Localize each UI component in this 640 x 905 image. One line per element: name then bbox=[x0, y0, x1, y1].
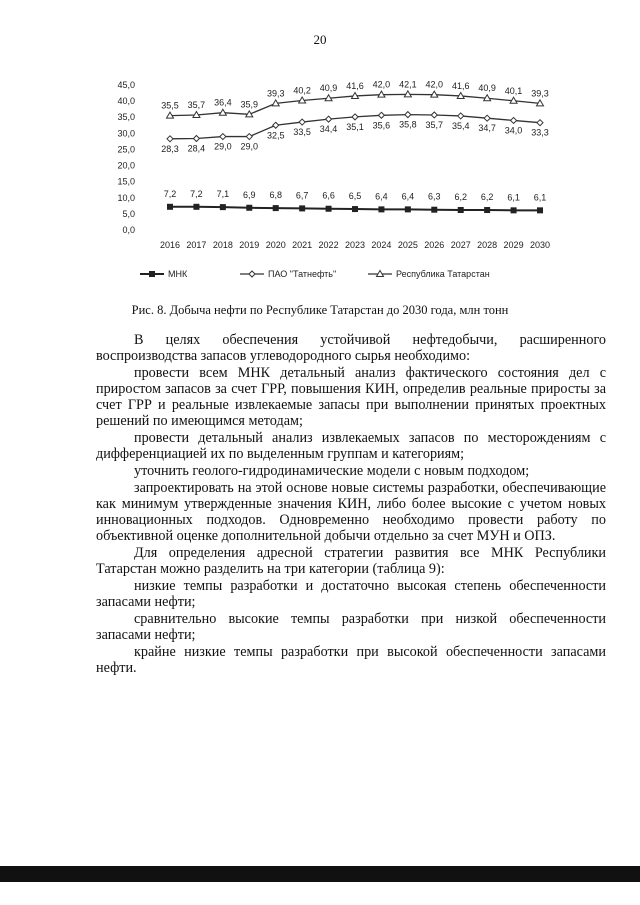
data-point bbox=[299, 205, 305, 211]
paragraph: провести всем МНК детальный анализ фактического состояния дел с приростом запасов за счет ГРР, повышения КИН, определив реальные приросты за счет ГРР и реальные извлекаемые запасы при выполнении принятых проектных решений по имеющимся методам; bbox=[96, 365, 606, 429]
paragraph: запроектировать на этой основе новые системы разработки, обеспечивающие как минимум утвержденные значения КИН, либо более высокие с учетом новых инновационных подходов. Одновременно необходимо провести работу по объективной оценке дополнительной добычи отдельно за счет МУН и ОПЗ. bbox=[96, 480, 606, 544]
x-tick-label: 2029 bbox=[503, 240, 524, 250]
legend-label: ПАО "Татнефть" bbox=[268, 269, 337, 279]
scan-edge-bar bbox=[0, 866, 640, 882]
x-tick-label: 2017 bbox=[186, 240, 207, 250]
page-number: 20 bbox=[313, 32, 327, 47]
data-point bbox=[167, 136, 173, 142]
data-label: 7,1 bbox=[216, 189, 230, 200]
data-label: 29,0 bbox=[240, 141, 259, 152]
data-label: 42,0 bbox=[425, 79, 444, 90]
data-point bbox=[220, 134, 226, 140]
x-tick-label: 2024 bbox=[371, 240, 392, 250]
data-label: 35,6 bbox=[372, 120, 391, 131]
data-point bbox=[511, 117, 517, 123]
paragraph: провести детальный анализ извлекаемых запасов по месторождениям с дифференциацией их по выделенным группам и категориям; bbox=[96, 430, 606, 462]
x-tick-label: 2021 bbox=[292, 240, 313, 250]
data-point bbox=[537, 120, 543, 126]
data-label: 6,4 bbox=[401, 191, 415, 202]
data-point bbox=[537, 207, 543, 213]
data-label: 35,5 bbox=[161, 100, 179, 111]
data-label: 40,9 bbox=[319, 83, 338, 94]
data-point bbox=[326, 206, 332, 212]
data-label: 6,8 bbox=[269, 190, 282, 201]
data-label: 6,1 bbox=[507, 192, 520, 203]
y-tick-label: 30,0 bbox=[117, 128, 135, 139]
data-label: 7,2 bbox=[190, 188, 203, 199]
x-tick-label: 2026 bbox=[424, 240, 445, 250]
oil-production-chart bbox=[110, 75, 570, 285]
data-label: 32,5 bbox=[266, 130, 285, 141]
x-tick-label: 2023 bbox=[344, 240, 366, 250]
data-label: 6,9 bbox=[243, 189, 256, 200]
data-label: 34,0 bbox=[504, 125, 523, 136]
data-label: 6,3 bbox=[428, 191, 441, 202]
y-tick-label: 0,0 bbox=[122, 225, 135, 235]
body-text bbox=[96, 332, 606, 676]
y-tick-label: 40,0 bbox=[117, 96, 135, 107]
data-label: 6,1 bbox=[533, 192, 547, 203]
x-tick-label: 2016 bbox=[159, 240, 181, 250]
data-label: 35,7 bbox=[425, 119, 444, 130]
paragraph: уточнить геолого-гидродинамические модели с новым подходом; bbox=[134, 463, 530, 479]
data-point bbox=[246, 134, 252, 140]
data-point bbox=[484, 115, 490, 121]
x-tick-label: 2018 bbox=[212, 240, 233, 250]
x-tick-label: 2030 bbox=[529, 240, 551, 250]
data-label: 42,0 bbox=[372, 79, 391, 90]
legend-marker bbox=[249, 271, 255, 277]
data-label: 28,3 bbox=[161, 143, 179, 154]
data-point bbox=[484, 207, 490, 213]
x-tick-label: 2020 bbox=[265, 240, 286, 250]
data-point bbox=[167, 204, 173, 210]
data-label: 6,7 bbox=[295, 190, 309, 201]
data-label: 6,4 bbox=[375, 191, 388, 202]
data-point bbox=[352, 114, 358, 120]
legend-marker bbox=[149, 271, 155, 277]
data-label: 33,5 bbox=[293, 127, 311, 138]
data-label: 7,2 bbox=[163, 188, 177, 199]
data-label: 41,6 bbox=[451, 80, 470, 91]
data-label: 6,6 bbox=[322, 190, 335, 201]
figure-caption: Рис. 8. Добыча нефти по Республике Татарстан до 2030 года, млн тонн bbox=[131, 303, 509, 317]
data-point bbox=[458, 207, 464, 213]
data-label: 40,2 bbox=[293, 85, 311, 96]
paragraph: крайне низкие темпы разработки при высокой обеспеченности запасами нефти. bbox=[96, 644, 606, 676]
data-point bbox=[378, 112, 384, 118]
x-tick-label: 2022 bbox=[318, 240, 339, 250]
data-point bbox=[273, 205, 279, 211]
data-point bbox=[273, 122, 279, 128]
data-point bbox=[431, 112, 437, 118]
data-label: 39,3 bbox=[531, 88, 549, 99]
data-point bbox=[193, 135, 199, 141]
legend-label: МНК bbox=[168, 269, 188, 279]
data-label: 35,9 bbox=[240, 99, 259, 110]
data-label: 42,1 bbox=[399, 79, 417, 90]
data-label: 40,1 bbox=[504, 85, 523, 96]
y-tick-label: 15,0 bbox=[117, 176, 135, 187]
data-point bbox=[405, 112, 411, 118]
data-point bbox=[511, 207, 517, 213]
data-label: 34,7 bbox=[478, 123, 496, 134]
y-tick-label: 5,0 bbox=[122, 208, 135, 219]
paragraph: Для определения адресной стратегии развития все МНК Республики Татарстан можно разделить на три категории (таблица 9): bbox=[96, 545, 606, 577]
x-tick-label: 2027 bbox=[450, 240, 471, 250]
data-point bbox=[431, 207, 437, 213]
y-tick-label: 10,0 bbox=[117, 192, 135, 203]
data-label: 35,1 bbox=[346, 121, 364, 132]
data-point bbox=[220, 204, 226, 210]
data-label: 41,6 bbox=[346, 80, 364, 91]
data-label: 6,2 bbox=[480, 192, 494, 203]
paragraph: низкие темпы разработки и достаточно высокая степень обеспеченности запасами нефти; bbox=[96, 578, 606, 610]
data-label: 28,4 bbox=[187, 143, 206, 154]
data-point bbox=[378, 206, 384, 212]
data-label: 34,4 bbox=[319, 124, 338, 135]
data-point bbox=[458, 113, 464, 119]
data-point bbox=[193, 204, 199, 210]
paragraph: В целях обеспечения устойчивой нефтедобычи, расширенного воспроизводства запасов углеводородного сырья необходимо: bbox=[96, 332, 606, 364]
y-tick-label: 45,0 bbox=[117, 80, 135, 90]
paragraph: сравнительно высокие темпы разработки при низкой обеспеченности запасами нефти; bbox=[96, 611, 606, 643]
data-label: 35,7 bbox=[187, 99, 206, 110]
x-tick-label: 2025 bbox=[397, 240, 418, 250]
data-label: 39,3 bbox=[266, 88, 285, 99]
x-tick-label: 2019 bbox=[239, 240, 260, 250]
data-point bbox=[405, 206, 411, 212]
data-label: 6,5 bbox=[348, 191, 362, 202]
data-label: 35,4 bbox=[451, 120, 470, 131]
data-point bbox=[352, 206, 358, 212]
y-tick-label: 35,0 bbox=[117, 112, 135, 123]
y-tick-label: 20,0 bbox=[117, 160, 135, 171]
data-label: 29,0 bbox=[214, 141, 232, 152]
data-label: 33,3 bbox=[531, 127, 549, 138]
data-label: 35,8 bbox=[399, 119, 417, 130]
data-label: 36,4 bbox=[214, 97, 232, 108]
data-point bbox=[326, 116, 332, 122]
x-tick-label: 2028 bbox=[477, 240, 498, 250]
data-label: 6,2 bbox=[454, 192, 467, 203]
data-point bbox=[246, 205, 252, 211]
data-point bbox=[299, 119, 305, 125]
y-tick-label: 25,0 bbox=[117, 144, 135, 155]
data-label: 40,9 bbox=[478, 83, 496, 94]
legend-label: Республика Татарстан bbox=[396, 269, 490, 279]
